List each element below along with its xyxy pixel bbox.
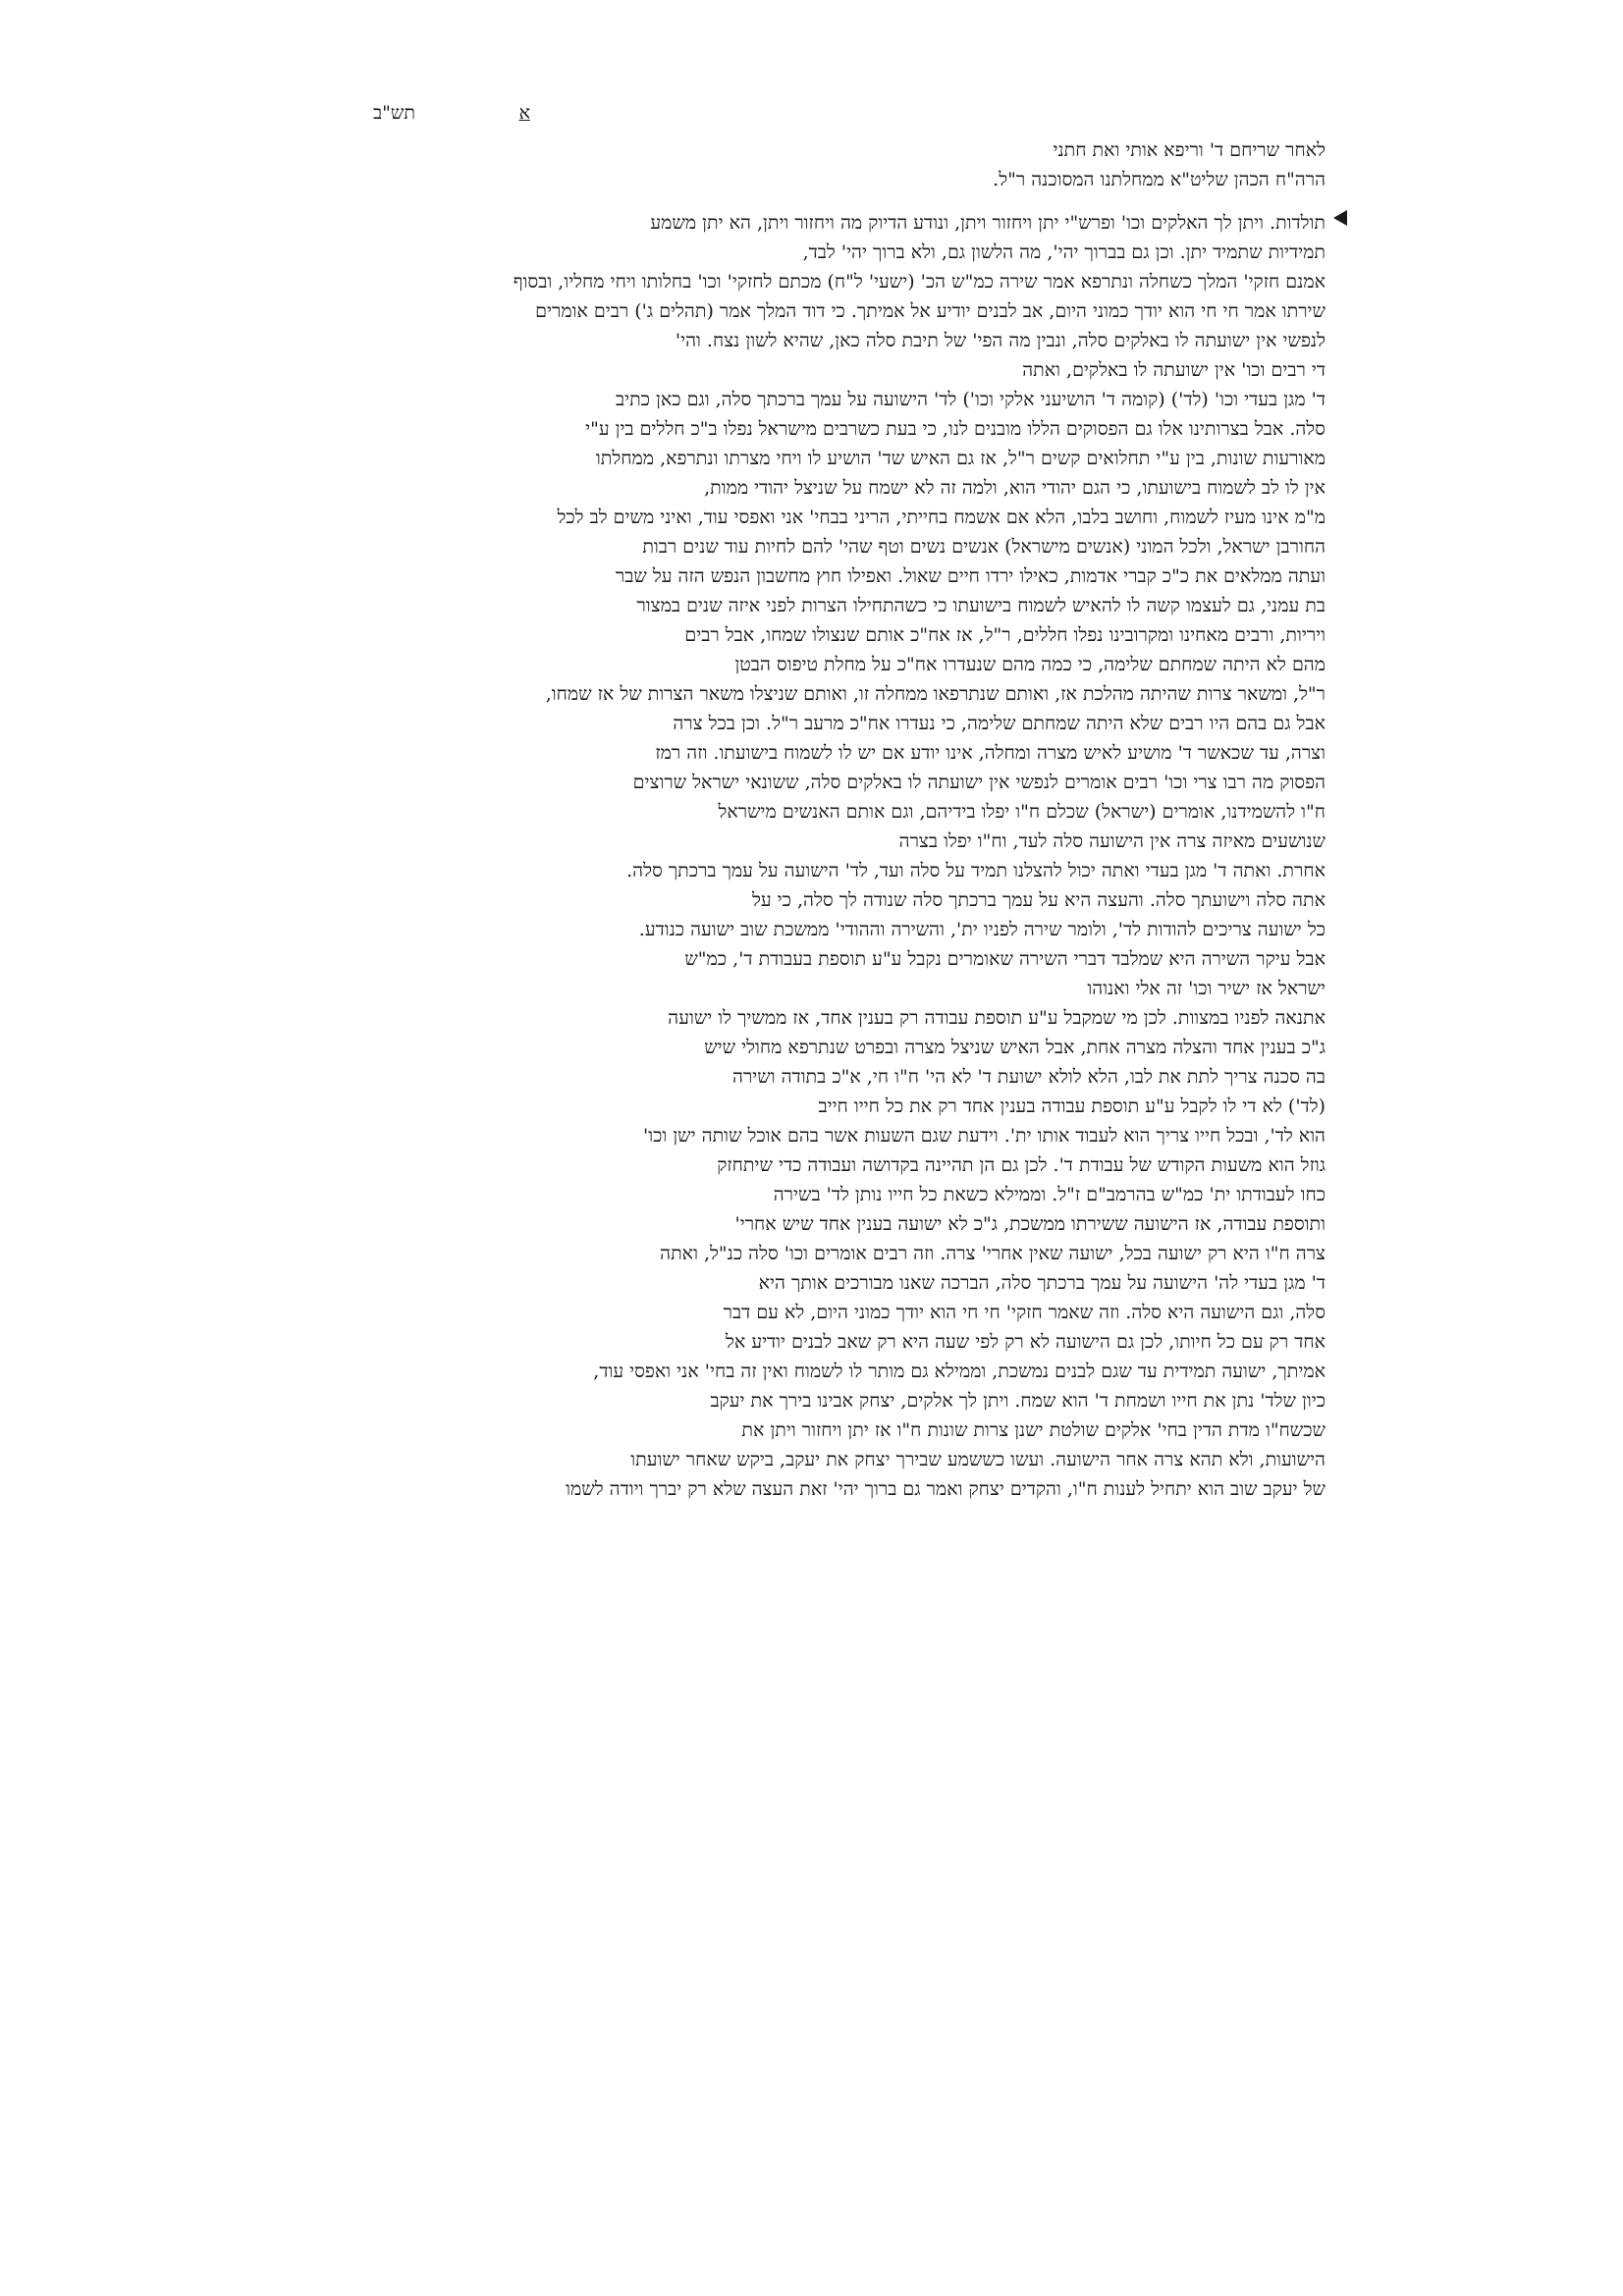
body-line: אבל עיקר השירה היא שמלבד דברי השירה שאומרים נקבל ע"ע תוספת בעבודת ד', כמ"ש: [684, 948, 1325, 970]
page-number: תש"ב: [373, 102, 415, 124]
body-line: סלה. אבל בצרותינו אלו גם הפסוקים הללו מובנים לנו, כי בעת כשרבים מישראל נפלו ב"כ חללים בין ע"י: [585, 418, 1325, 440]
body-line: לנפשי אין ישועתה לו באלקים סלה, ונבין מה הפי' של תיבת סלה כאן, שהיא לשון נצח. והי': [675, 330, 1325, 351]
body-line: ר"ל, ומשאר צרות שהיתה מהלכת אז, ואותם שנתרפאו ממחלה זו, ואותם שניצלו משאר הצרות של אז שמחו,: [545, 683, 1325, 705]
page-letter: א: [518, 102, 530, 124]
body-line: ג"כ בענין אחד והצלה מצרה אחת, אבל האיש שניצל מצרה ובפרט שנתרפא מחולי שיש: [704, 1037, 1325, 1058]
body-line: אמיתך, ישועה תמידית עד שגם לבנים נמשכת, וממילא גם מותר לו לשמוח ואין זה בחי' אני ואפסי עוד,: [593, 1361, 1325, 1382]
body-line: אין לו לב לשמוח בישועתו, כי הגם יהודי הוא, ולמה זה לא ישמח על שניצל יהודי ממות,: [704, 477, 1325, 499]
body-line: ד' מגן בעדי וכו' (לד') (קומה ד' הושיעני אלקי וכו') לד' הישועה על עמך ברכתך סלה, וגם כאן כתיב: [615, 389, 1325, 410]
body-line: שכשח"ו מדת הדין בחי' אלקים שולטת ישנן צרות שונות ח"ו אז יתן ויחזור ויתן את: [741, 1419, 1325, 1441]
body-line: צרה ח"ו היא רק ישועה בכל, ישועה שאין אחרי' צרה. וזה רבים אומרים וכו' סלה כנ"ל, ואתה: [660, 1243, 1325, 1264]
body-line: אחד רק עם כל חיותו, לכן גם הישועה לא רק לפי שעה היא רק שאב לבנים יודיע אל: [725, 1331, 1325, 1353]
body-line: החורבן ישראל, ולכל המוני (אנשים מישראל) אנשים נשים וטף שהי' להם לחיות עוד שנים רבות: [642, 536, 1325, 558]
body-line: כל ישועה צריכים להודות לד', ולומר שירה לפניו ית', והשירה וההודי' ממשכת שוב ישועה כנודע.: [638, 919, 1325, 940]
dedication: [923, 135, 1325, 194]
body-line: וצרה, עד שכאשר ד' מושיע לאיש מצרה ומחלה, אינו יודע אם יש לו לשמוח בישועתו. וזה רמז: [655, 742, 1325, 764]
body-line: אבל גם בהם היו רבים שלא היתה שמחתם שלימה, כי נעדרו אח"כ מרעב ר"ל. וכן בכל צרה: [673, 713, 1325, 734]
body-line: תולדות. ויתן לך האלקים וכו' ופרש"י יתן ויחזור ויתן, ונודע הדיוק מה ויחזור ויתן, הא יתן משמע: [650, 212, 1325, 234]
body-line: הוא לד', ובכל חייו צריך הוא לעבוד אותו ית'. וידעת שגם השעות אשר בהם אוכל שותה ישן וכו': [643, 1125, 1325, 1147]
body-line: (לד') לא די לו לקבל ע"ע תוספת עבודה בענין אחד רק את כל חייו חייב: [818, 1095, 1325, 1117]
body-line: סלה, וגם הישועה היא סלה. וזה שאמר חזקי' חי חי הוא יודך כמוני היום, לא עם דבר: [723, 1302, 1325, 1323]
body-line: כיון שלד' נתן את חייו ושמחת ד' הוא שמח. ויתן לך אלקים, יצחק אבינו בירך את יעקב: [710, 1390, 1325, 1412]
dedication-line: לאחר שריחם ד' וריפא אותי ואת חתני: [1053, 139, 1325, 161]
body-line: שירתו אמר חי חי הוא יודך כמוני היום, אב לבנים יודיע אל אמיתך. כי דוד המלך אמר (תהלים ג') רבים אומרים: [535, 300, 1325, 322]
body-line: הפסוק מה רבו צרי וכו' רבים אומרים לנפשי אין ישועתה לו באלקים סלה, ששונאי ישראל שרוצים: [632, 772, 1325, 793]
body-line: של יעקב שוב הוא יתחיל לענות ח"ו, והקדים יצחק ואמר גם ברוך יהי' זאת העצה שלא רק יברך ויודה לשמו: [566, 1478, 1325, 1500]
body-line: מ"מ אינו מעיז לשמוח, וחושב בלבו, הלא אם אשמח בחייתי, הריני בבחי' אני ואפסי עוד, ואיני משים לב לכל: [557, 507, 1325, 528]
body-line: ויריות, ורבים מאחינו ומקרובינו נפלו חללים, ר"ל, אז אח"כ אותם שנצולו שמחו, אבל רבים: [684, 624, 1325, 646]
body-line: אחרת. ואתה ד' מגן בעדי ואתה יכול להצלנו תמיד על סלה ועד, לד' הישועה על עמך ברכתך סלה.: [626, 860, 1325, 881]
body-line: בה סכנה צריך לתת את לבו, הלא לולא ישועת ד' לא הי' ח"ו חי, א"כ בתודה ושירה: [732, 1066, 1325, 1088]
body-line: ד' מגן בעדי לה' הישועה על עמך ברכתך סלה, הברכה שאנו מבורכים אותך היא: [758, 1272, 1325, 1294]
body-line: ישראל אז ישיר וכו' זה אלי ואנוהו: [1087, 978, 1325, 999]
body-line: כחו לעבודתו ית' כמ"ש בהרמב"ם ז"ל. וממילא כשאת כל חייו נותן לד' בשירה: [773, 1184, 1325, 1205]
body-text: [324, 208, 1325, 1504]
body-line: בת עמני, גם לעצמו קשה לו להאיש לשמוח בישועתו כי כשהתחילו הצרות לפני איזה שנים במצור: [636, 595, 1325, 616]
triangle-marker-icon: [1333, 210, 1347, 226]
body-line: ותוספת עבודה, אז הישועה ששירתו ממשכת, ג"כ לא ישועה בענין אחד שיש אחרי': [734, 1213, 1325, 1235]
dedication-line: הרה"ח הכהן שליט"א ממחלתנו המסוכנה ר"ל.: [993, 169, 1325, 190]
body-line: הישועות, ולא תהא צרה אחר הישועה. ועשו כששמע שבירך יצחק את יעקב, ביקש שאחר ישועתו: [630, 1449, 1325, 1470]
body-line: ועתה ממלאים את כ"כ קברי אדמות, כאילו ירדו חיים שאול. ואפילו חוץ מחשבון הנפש הזה על שבר: [615, 565, 1325, 587]
body-line: מהם לא היתה שמחתם שלימה, כי כמה מהם שנעדרו אח"כ על מחלת טיפוס הבטן: [734, 654, 1325, 675]
page-header: [373, 102, 530, 132]
body-line: גוזל הוא משעות הקודש של עבודת ד'. לכן גם הן תהיינה בקדושה ועבודה כדי שיתחזק: [717, 1154, 1325, 1176]
body-line: ח"ו להשמידנו, אומרים (ישראל) שכלם ח"ו יפלו בידיהם, וגם אותם האנשים מישראל: [718, 801, 1325, 823]
body-line: אתה סלה וישועתך סלה. והעצה היא על עמך ברכתך סלה שנודה לך סלה, כי על: [752, 889, 1325, 911]
body-line: אתנאה לפניו במצוות. לכן מי שמקבל ע"ע תוספת עבודה רק בענין אחד, אז ממשיך לו ישועה: [668, 1007, 1325, 1029]
body-line: די רבים וכו' אין ישועתה לו באלקים, ואתה: [1022, 359, 1325, 381]
body-line: אמנם חזקי' המלך כשחלה ונתרפא אמר שירה כמ"ש הכ' (ישעי' ל"ח) מכתם לחזקי' וכו' בחלותו ויחי מחליו, ובסוף: [513, 271, 1325, 293]
body-line: תמידיות שתמיד יתן. וכן גם בברוך יהי', מה הלשון גם, ולא ברוך יהי' לבד,: [802, 241, 1325, 263]
body-line: מאורעות שונות, בין ע"י תחלואים קשים ר"ל, אז גם האיש שד' הושיע לו ויחי מצרתו ונתרפא, ממחלתו: [595, 448, 1325, 469]
body-line: שנושעים מאיזה צרה אין הישועה סלה לעד, וח"ו יפלו בצרה: [898, 830, 1325, 852]
